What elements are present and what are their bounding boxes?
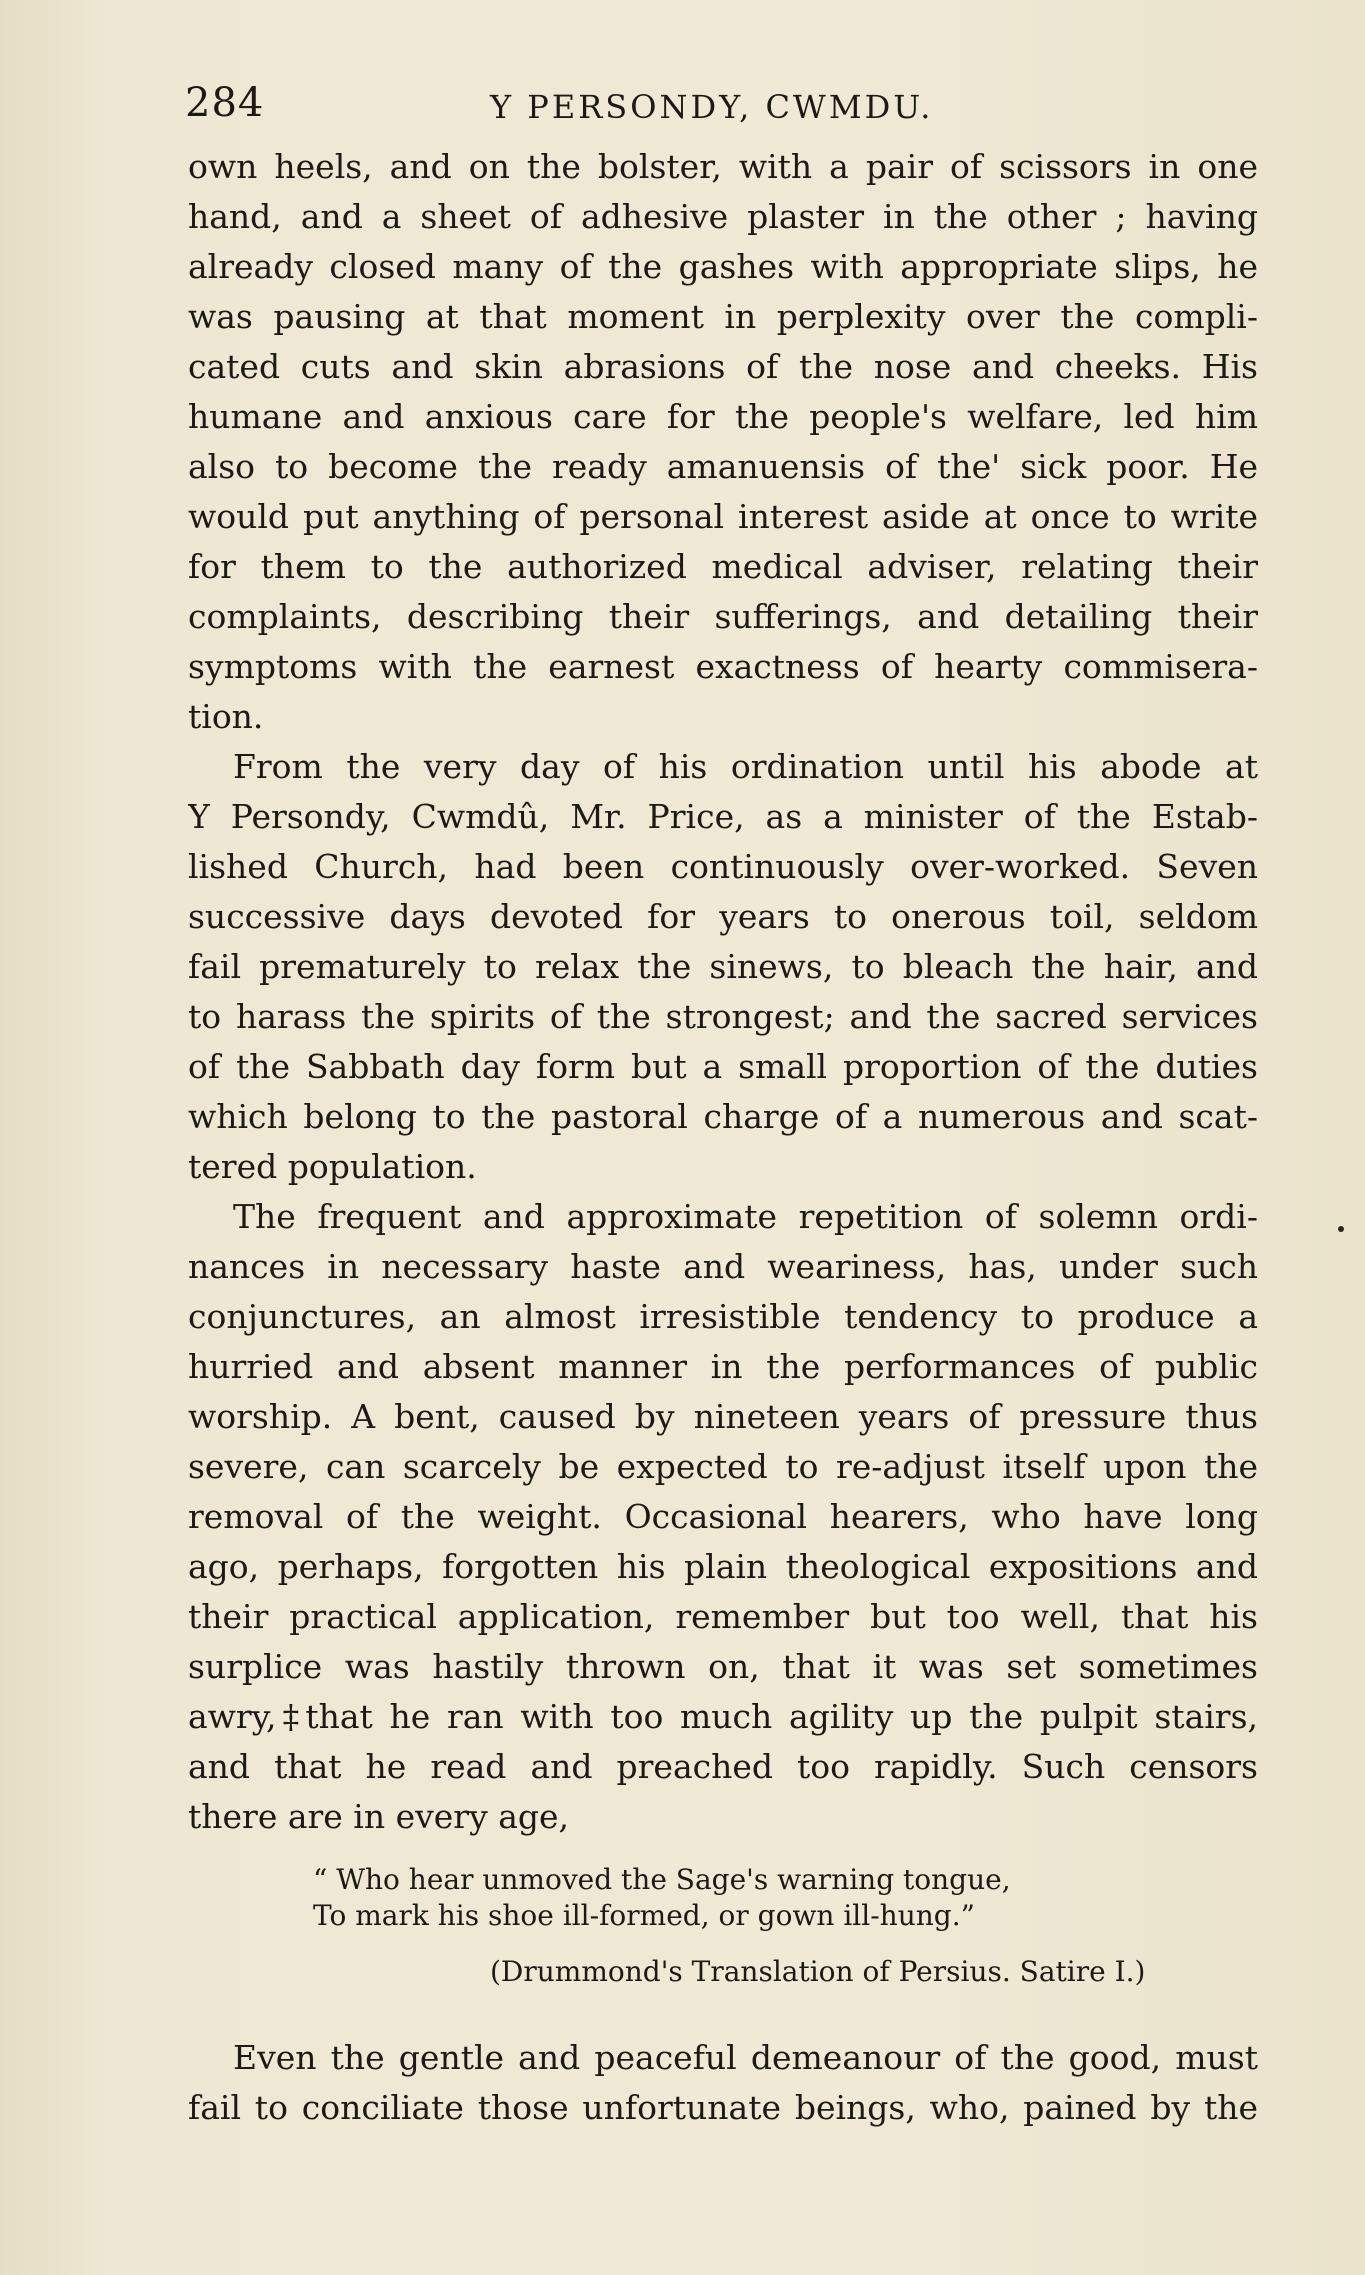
text-line: awry,‡that he ran with too much agility up the pulpit stairs, — [188, 1697, 1258, 1736]
verse-quotation — [313, 1862, 1113, 1934]
text-line: would put anything of personal interest aside at once to write — [188, 497, 1258, 536]
body-text — [188, 142, 1258, 1842]
text-line: already closed many of the gashes with appropriate slips, he — [188, 247, 1258, 286]
text-line: for them to the authorized medical adviser, relating their — [188, 547, 1258, 586]
text-line: of the Sabbath day form but a small proportion of the duties — [188, 1047, 1258, 1086]
text-line: own heels, and on the bolster, with a pair of scissors in one — [188, 147, 1258, 186]
text-line: hand, and a sheet of adhesive plaster in the other ; having — [188, 197, 1258, 236]
text-line: ago, perhaps, forgotten his plain theological expositions and — [188, 1547, 1258, 1586]
text-line: severe, can scarcely be expected to re-adjust itself upon the — [188, 1447, 1258, 1486]
text-line: also to become the ready amanuensis of the' sick poor. He — [188, 447, 1258, 486]
text-line: surplice was hastily thrown on, that it was set sometimes — [188, 1647, 1258, 1686]
text-line: From the very day of his ordination until his abode at — [233, 747, 1258, 786]
text-line: Even the gentle and peaceful demeanour of the good, must — [233, 2038, 1258, 2077]
running-title: Y PERSONDY, CWMDU. — [490, 88, 934, 126]
text-line: conjunctures, an almost irresistible tendency to produce a — [188, 1297, 1258, 1336]
text-line: their practical application, remember but too well, that his — [188, 1597, 1258, 1636]
verse-line: “ Who hear unmoved the Sage's warning tongue, — [313, 1863, 1011, 1896]
page-number: 284 — [185, 80, 265, 126]
text-line: removal of the weight. Occasional hearers, who have long — [188, 1497, 1258, 1536]
text-line: fail to conciliate those unfortunate beings, who, pained by the — [188, 2088, 1258, 2127]
text-line: to harass the spirits of the strongest; and the sacred services — [188, 997, 1258, 1036]
text-line: tion. — [188, 697, 264, 736]
text-line: Y Persondy, Cwmdû, Mr. Price, as a minister of the Estab- — [188, 797, 1258, 836]
running-head — [185, 80, 1245, 140]
ink-speck — [1338, 1226, 1344, 1232]
text-line: there are in every age, — [188, 1797, 570, 1836]
text-line: and that he read and preached too rapidly. Such censors — [188, 1747, 1258, 1786]
quote-citation: (Drummond's Translation of Persius. Satire I.) — [490, 1955, 1146, 1988]
text-line: tered population. — [188, 1147, 477, 1186]
text-line: The frequent and approximate repetition of solemn ordi- — [233, 1197, 1258, 1236]
text-line: fail prematurely to relax the sinews, to bleach the hair, and — [188, 947, 1258, 986]
text-line: successive days devoted for years to onerous toil, seldom — [188, 897, 1258, 936]
text-line: nances in necessary haste and weariness, has, under such — [188, 1247, 1258, 1286]
verse-line: To mark his shoe ill-formed, or gown ill-hung.” — [313, 1899, 975, 1932]
closing-paragraph — [188, 2033, 1258, 2133]
text-line: cated cuts and skin abrasions of the nose and cheeks. His — [188, 347, 1258, 386]
text-line: hurried and absent manner in the performances of public — [188, 1347, 1258, 1386]
text-line: lished Church, had been continuously over-worked. Seven — [188, 847, 1258, 886]
text-line: worship. A bent, caused by nineteen years of pressure thus — [188, 1397, 1258, 1436]
text-line: complaints, describing their sufferings, and detailing their — [188, 597, 1258, 636]
text-line: which belong to the pastoral charge of a numerous and scat- — [188, 1097, 1258, 1136]
text-line: symptoms with the earnest exactness of hearty commisera- — [188, 647, 1258, 686]
text-line: was pausing at that moment in perplexity over the compli- — [188, 297, 1258, 336]
text-line: humane and anxious care for the people's welfare, led him — [188, 397, 1258, 436]
